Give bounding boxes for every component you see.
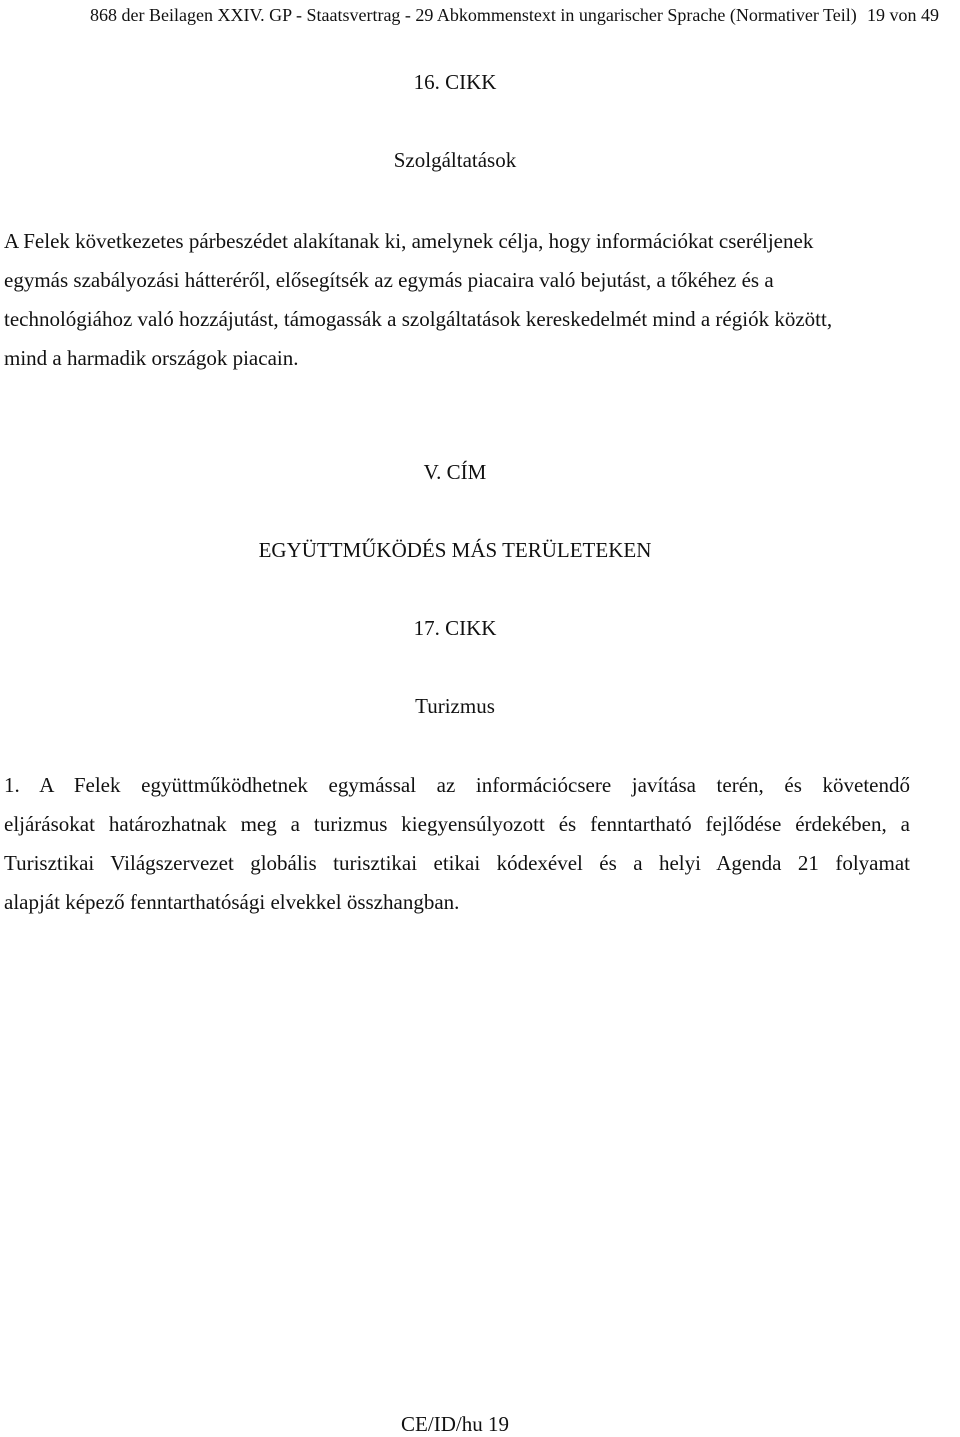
header-title: 868 der Beilagen XXIV. GP - Staatsvertrag - 29 Abkommenstext in ungarischer Sprache (Normativer Teil) (90, 5, 857, 25)
header-page-number: 19 von 49 (867, 5, 939, 25)
section-number: V. CÍM (423, 460, 487, 484)
article-17-title: Turizmus (415, 694, 495, 718)
article-16-paragraph (4, 222, 910, 378)
article-17-number: 17. CIKK (413, 616, 497, 640)
paragraph-line: mind a harmadik országok piacain. (4, 346, 299, 370)
running-header (0, 0, 960, 44)
paragraph-line: alapját képező fenntarthatósági elvekkel összhangban. (4, 890, 460, 914)
paragraph-line: 1. A Felek együttműködhetnek egymással az információcsere javítása terén, és követendő (4, 773, 910, 797)
section-title: EGYÜTTMŰKÖDÉS MÁS TERÜLETEKEN (258, 538, 652, 562)
paragraph-line: A Felek következetes párbeszédet alakítanak ki, amelynek célja, hogy információkat cseréljenek (4, 229, 814, 253)
paragraph-line: egymás szabályozási hátteréről, elősegítsék az egymás piacaira való bejutást, a tőkéhez és a (4, 268, 774, 292)
article-17-paragraph (4, 766, 910, 922)
page-footer-code: CE/ID/hu 19 (401, 1412, 509, 1436)
paragraph-line: eljárásokat határozhatnak meg a turizmus kiegyensúlyozott és fenntartható fejlődése érdekében, a (4, 812, 910, 836)
article-16-title: Szolgáltatások (393, 148, 517, 172)
article-16-number: 16. CIKK (413, 70, 497, 94)
paragraph-line: technológiához való hozzájutást, támogassák a szolgáltatások kereskedelmét mind a régiók között, (4, 307, 833, 331)
paragraph-line: Turisztikai Világszervezet globális turisztikai etikai kódexével és a helyi Agenda 21 folyamat (4, 851, 910, 875)
